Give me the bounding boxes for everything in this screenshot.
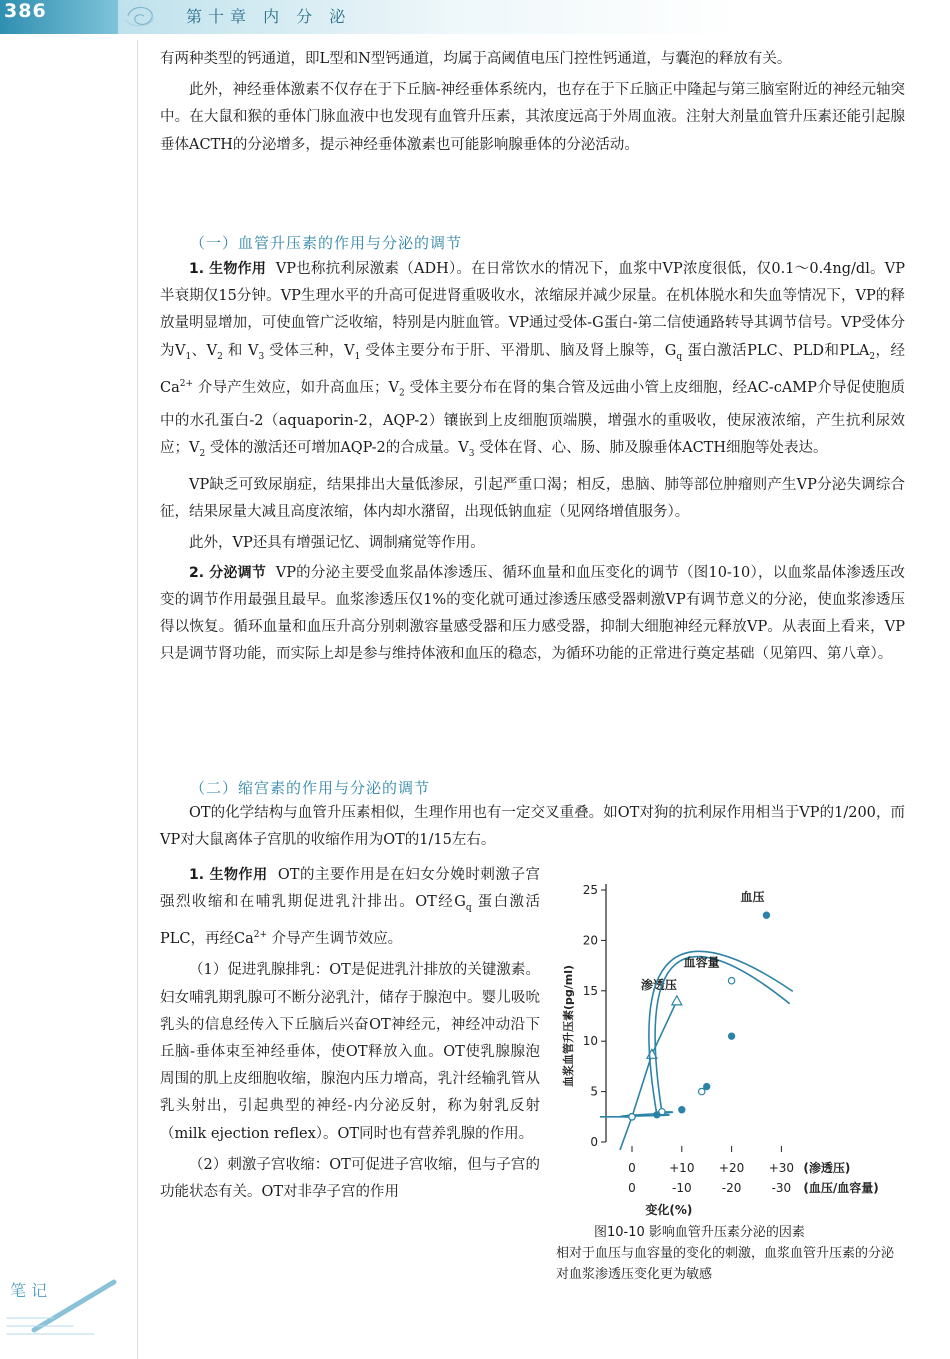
page-number: 386 — [4, 0, 47, 22]
y-tick-label: 5 — [590, 1084, 598, 1099]
margin-rule — [137, 40, 138, 1359]
y-tick-label: 10 — [582, 1034, 598, 1049]
x-tick-label-volume: -30 — [771, 1181, 792, 1195]
data-point-filled — [763, 912, 769, 918]
data-point-filled — [704, 1083, 710, 1089]
paragraph-vp-secretion — [160, 560, 905, 669]
series-label: 渗透压 — [640, 977, 677, 992]
series-label: 血压 — [740, 890, 765, 905]
vp-bio-text: VP也称抗利尿激素（ADH）。在日常饮水的情况下，血浆中VP浓度很低，仅0.1～0.4ng/dl。VP半衰期仅15分钟。VP生理水平的升高可促进肾重吸收水，浓缩尿并减少尿量。在机体脱水和失血等情况下，VP的释放量明显增加，可使血管广泛收缩，特别是内脏血管。VP通过受体-G蛋白-第二信使通路转导其调节信号。VP受体分为V — [160, 261, 906, 359]
x-row2-label: (血压/血容量) — [803, 1181, 879, 1195]
figure-title: 图10-10 影响血管升压素分泌的因素 — [594, 1225, 805, 1240]
page-header — [0, 0, 950, 40]
x-tick-label-osmolality: 0 — [628, 1161, 636, 1175]
data-point-open — [699, 1088, 705, 1094]
text-fragment: 蛋白激活PLC，再经Ca — [160, 894, 541, 948]
text-fragment: 受体三种，V — [264, 342, 355, 359]
x-tick-label-volume: 0 — [628, 1181, 636, 1195]
ot-bio-text: OT的主要作用是在妇女分娩时刺激子宫强烈收缩和在哺乳期促进乳汁排出。OT经G — [160, 867, 541, 911]
section1-text-block — [160, 256, 905, 668]
text-fragment: 、V — [191, 342, 218, 359]
data-point-triangle — [672, 996, 682, 1005]
section-title-vasopressin: （一）血管升压素的作用与分泌的调节 — [190, 234, 463, 252]
x-row1-label: (渗透压) — [803, 1161, 851, 1175]
subscript: 3 — [468, 448, 475, 459]
paragraph-ot-milk: （1）促进乳腺排乳：OT是促进乳汁排放的关键激素。妇女哺乳期乳腺可不断分泌乳汁，储存于腺泡中。婴儿吸吮乳头的信息经传入下丘脑后兴奋OT神经元，神经冲动沿下丘脑-垂体束至神经垂体，使OT释放入血。OT使乳腺腺泡周围的肌上皮细胞收缩，腺泡内压力增高，乳汁经输乳管从乳头射出，引起典型的神经-内分泌反射，称为射乳反射（milk ejection reflex）。OT同时也有营养乳腺的作用。 — [160, 962, 540, 1142]
series-line-circle-filled — [620, 951, 793, 1116]
subscript: 1 — [354, 351, 361, 362]
notes-label: 笔 记 — [10, 1281, 48, 1300]
paragraph-ot-bio — [160, 862, 540, 953]
paragraph-vp-bio — [160, 256, 905, 468]
data-point-origin — [629, 1114, 635, 1120]
subscript: 2 — [217, 351, 223, 362]
text-fragment: 受体的激活还可增加AQP-2的合成量。V — [205, 439, 469, 456]
paragraph-ot-intro: OT的化学结构与血管升压素相似，生理作用也有一定交叉重叠。如OT对狗的抗利尿作用相当于VP的1/200，而VP对大鼠离体子宫肌的收缩作用为OT的1/15左右。 — [160, 805, 905, 849]
section2-intro-block — [160, 800, 905, 854]
superscript: 2+ — [179, 378, 194, 389]
paragraph-vp-memory: 此外，VP还具有增强记忆、调制痛觉等作用。 — [189, 535, 485, 552]
data-point-filled — [679, 1107, 685, 1113]
ot-bio-lead: 1. 生物作用 — [189, 867, 268, 883]
x-axis-label: 变化(%) — [645, 1203, 693, 1217]
superscript: 2+ — [253, 930, 267, 941]
chart-marks — [600, 889, 793, 1150]
header-swirl-icon — [124, 2, 156, 30]
data-point-filled — [654, 1112, 660, 1118]
notes-margin — [4, 1278, 134, 1348]
intro-text-block — [160, 46, 905, 159]
text-fragment: 受体在肾、心、肠、肺及腺垂体ACTH细胞等处表达。 — [474, 439, 828, 456]
x-tick-label-osmolality: +30 — [768, 1161, 795, 1175]
paragraph-continuation: 有两种类型的钙通道，即L型和N型钙通道，均属于高阈值电压门控性钙通道，与囊泡的释放有关。 — [160, 51, 792, 67]
text-fragment: 和 V — [222, 342, 259, 359]
x-tick-label-volume: -10 — [671, 1181, 692, 1195]
chart-axes — [561, 883, 879, 1217]
x-tick-label-osmolality: +10 — [669, 1161, 695, 1175]
subscript: q — [465, 903, 472, 914]
section-title-oxytocin: （二）缩宫素的作用与分泌的调节 — [190, 779, 431, 797]
section2-column-text — [160, 862, 540, 1206]
subscript: 2 — [869, 351, 876, 362]
x-tick-label-volume: -20 — [721, 1181, 742, 1195]
chapter-title: 第十章 内 分 泌 — [186, 7, 352, 26]
text-fragment: 介导产生效应，如升高血压；V — [193, 379, 399, 396]
subscript: 2 — [399, 388, 405, 399]
figure-caption-text: 相对于血压与血容量的变化的刺激，血浆血管升压素的分泌对血浆渗透压变化更为敏感 — [556, 1246, 895, 1282]
y-tick-label: 20 — [582, 933, 598, 948]
data-point-filled — [728, 1033, 734, 1039]
subscript: q — [676, 351, 683, 362]
pencil-icon — [4, 1278, 134, 1348]
y-tick-label: 15 — [582, 983, 598, 998]
vp-bio-lead: 1. 生物作用 — [189, 261, 267, 277]
text-fragment: 受体主要分布在肾的集合管及远曲小管上皮细胞，经AC-cAMP介导促使胞质中的水孔蛋白-2（aquaporin-2，AQP-2）镶嵌到上皮细胞顶端膜，增强水的重吸收，使尿液浓缩，产生抗利尿效应；V — [160, 379, 905, 456]
y-tick-label: 0 — [590, 1135, 598, 1149]
text-fragment: 介导产生调节效应。 — [267, 931, 403, 948]
data-point-open — [728, 978, 734, 984]
y-tick-label: 25 — [582, 883, 598, 897]
page-number-box — [0, 0, 118, 34]
text-fragment: ，经Ca — [160, 342, 905, 396]
paragraph-ot-uterus: （2）刺激子宫收缩：OT可促进子宫收缩，但与子宫的功能状态有关。OT对非孕子宫的作用 — [160, 1156, 540, 1200]
paragraph-vp-deficit: VP缺乏可致尿崩症，结果排出大量低渗尿，引起严重口渴；相反，患脑、肺等部位肿瘤则产生VP分泌失调综合征，结果尿量大减且高度浓缩，体内却水潴留，出现低钠血症（见网络增值服务）。 — [160, 476, 905, 521]
subscript: 3 — [258, 351, 265, 362]
vp-secretion-text: VP的分泌主要受血浆晶体渗透压、循环血量和血压变化的调节（图10-10），以血浆晶体渗透压改变的调节作用最强且最早。血浆渗透压仅1%的变化就可通过渗透压感受器刺激VP有调节意义的分泌，使血浆渗透压得以恢复。循环血量和血压升高分别刺激容量感受器和压力感受器，抑制大细胞神经元释放VP。从表面上看来，VP只是调节肾功能，而实际上却是参与维持体液和血压的稳态，为循环功能的正常进行奠定基础（见第四、第八章）。 — [160, 564, 905, 663]
figure-caption — [556, 1222, 896, 1285]
x-tick-label-osmolality: +20 — [718, 1161, 745, 1175]
paragraph-pituitary: 此外，神经垂体激素不仅存在于下丘脑-神经垂体系统内，也存在于下丘脑正中隆起与第三脑室附近的神经元轴突中。在大鼠和猴的垂体门脉血液中也发现有血管升压素，其浓度远高于外周血液。注射大剂量血管升压素还能引起腺垂体ACTH的分泌增多，提示神经垂体激素也可能影响腺垂体的分泌活动。 — [160, 82, 905, 153]
series-label: 血容量 — [683, 955, 720, 970]
subscript: 1 — [185, 351, 192, 362]
vp-secretion-lead: 2. 分泌调节 — [189, 564, 267, 581]
text-fragment: 受体主要分布于肝、平滑肌、脑及肾上腺等，G — [360, 342, 677, 359]
y-axis-label: 血浆血管升压素(pg/ml) — [562, 964, 575, 1088]
text-fragment: 蛋白激活PLC、PLD和PLA — [682, 342, 870, 359]
subscript: 2 — [199, 448, 206, 459]
figure-vp-secretion-chart — [548, 870, 928, 1265]
